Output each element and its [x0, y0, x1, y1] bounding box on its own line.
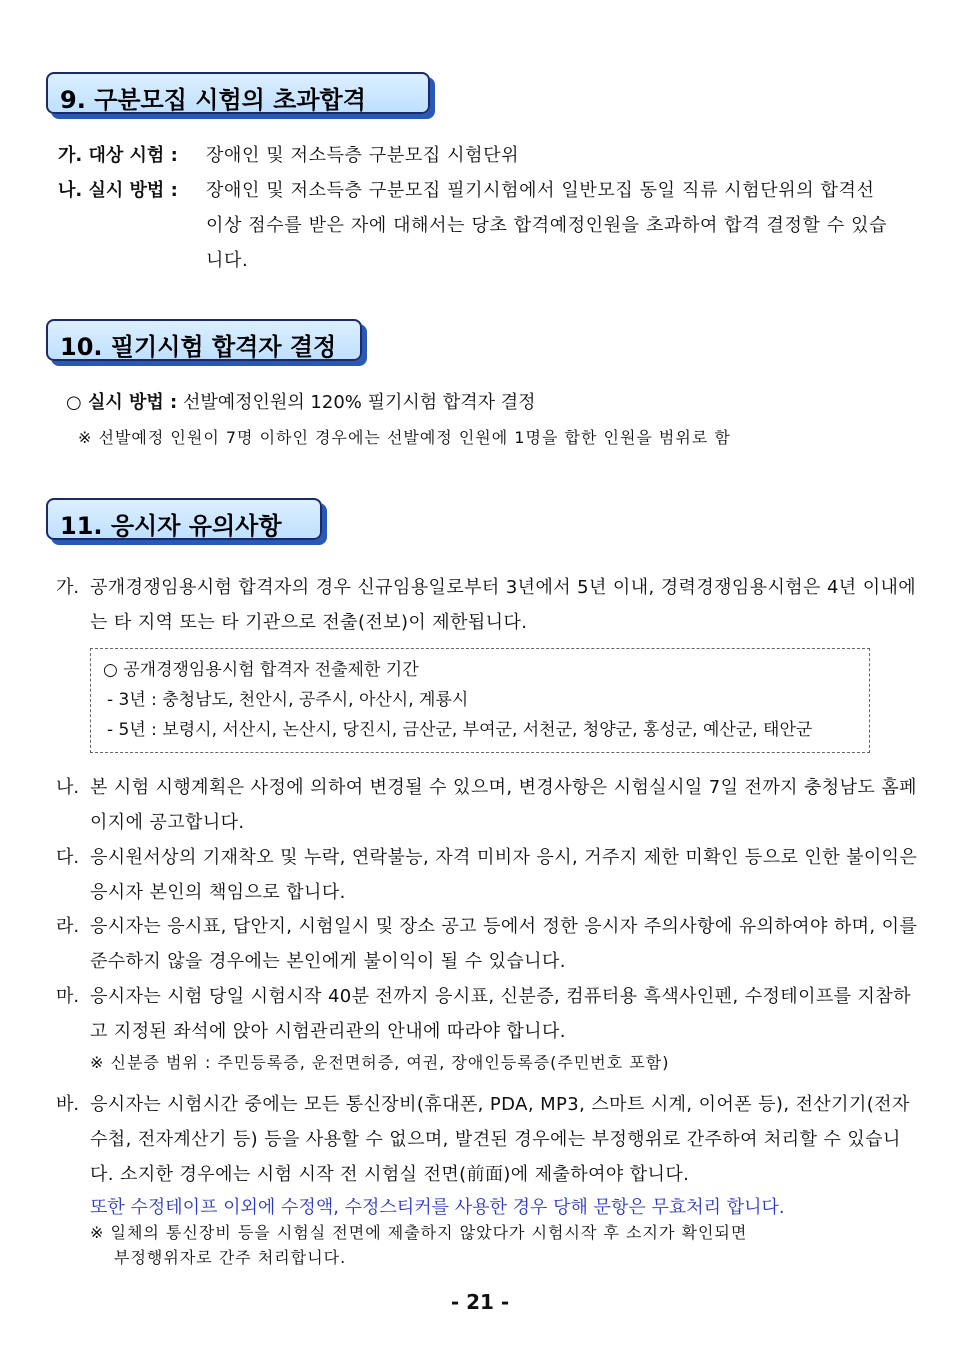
section-11-title: 11. 응시자 유의사항 [46, 498, 322, 540]
item-lead: 다. [56, 847, 80, 868]
s9-row-target [58, 138, 896, 173]
s11-ba-note-1: ※ 일체의 통신장비 등을 시험실 전면에 제출하지 않았다가 시험시작 후 소지가 확인되면 [90, 1223, 748, 1242]
section-10-title: 10. 필기시험 합격자 결정 [46, 319, 362, 361]
item-text: 응시자는 시험시간 중에는 모든 통신장비(휴대폰, PDA, MP3, 스마트 시계, 이어폰 등), 전산기기(전자수첩, 전자계산기 등) 등을 사용할 수 없으며, 발견된 경우에는 부정행위로 간주하여 처리할 수 있습니다. 소지한 경우에는 시험 시작 전 시험실 전면(前面)에 제출하여야 합니다. [90, 1094, 910, 1185]
s11-ba-note-2: 부정행위자로 간주 처리합니다. [114, 1248, 347, 1267]
s11-ma-note: ※ 신분증 범위 : 주민등록증, 운전면허증, 여권, 장애인등록증(주민번호 포함) [90, 1053, 670, 1072]
s11-ba-blue-note: 또한 수정테이프 이외에 수정액, 수정스티커를 사용한 경우 당해 문항은 무효처리 합니다. [90, 1197, 785, 1218]
item-text: 응시자는 시험 당일 시험시작 40분 전까지 응시표, 신분증, 컴퓨터용 흑색사인펜, 수정테이프를 지참하고 지정된 좌석에 앉아 시험관리관의 안내에 따라야 합니다. [90, 986, 911, 1042]
s10-method [66, 390, 536, 416]
item-text: 본 시험 시행계획은 사정에 의하여 변경될 수 있으며, 변경사항은 시험실시일 7일 전까지 충청남도 홈페이지에 공고합니다. [90, 777, 917, 833]
s10-method-text: 선발예정인원의 120% 필기시험 합격자 결정 [183, 392, 536, 413]
section-9-title: 9. 구분모집 시험의 초과합격 [46, 72, 430, 114]
item-lead: 바. [56, 1094, 80, 1115]
item-lead: 나. [56, 777, 80, 798]
s10-note: ※ 선발예정 인원이 7명 이하인 경우에는 선발예정 인원에 1명을 합한 인원을 범위로 함 [78, 428, 731, 447]
box-title: ○ 공개경쟁임용시험 합격자 전출제한 기간 [103, 660, 419, 680]
transfer-restriction-box [90, 648, 870, 753]
s11-item-ba [56, 1087, 918, 1192]
s10-method-label: ○ 실시 방법 : [66, 392, 178, 413]
box-line-3yr: - 3년 : 충청남도, 천안시, 공주시, 아산시, 계룡시 [107, 690, 469, 710]
s11-item-ra [56, 909, 918, 979]
s11-item-da [56, 840, 918, 910]
s11-item-na [56, 770, 918, 840]
s9-row-text: 장애인 및 저소득층 구분모집 필기시험에서 일반모집 동일 직류 시험단위의 합격선 이상 점수를 받은 자에 대해서는 당초 합격예정인원을 초과하여 합격 결정할 수 있습니다. [206, 180, 888, 271]
s9-row-label: 가. 대상 시험 : [58, 145, 178, 166]
item-text: 응시자는 응시표, 답안지, 시험일시 및 장소 공고 등에서 정한 응시자 주의사항에 유의하여야 하며, 이를 준수하지 않을 경우에는 본인에게 불이익이 될 수 있습니다. [90, 916, 918, 972]
item-lead: 마. [56, 986, 80, 1007]
item-text: 공개경쟁임용시험 합격자의 경우 신규임용일로부터 3년에서 5년 이내, 경력경쟁임용시험은 4년 이내에는 타 지역 또는 타 기관으로 전출(전보)이 제한됩니다. [90, 577, 917, 633]
box-line-5yr: - 5년 : 보령시, 서산시, 논산시, 당진시, 금산군, 부여군, 서천군, 청양군, 홍성군, 예산군, 태안군 [107, 720, 813, 740]
page-number: - 21 - [450, 1290, 510, 1314]
s9-row-method [58, 173, 896, 278]
s9-row-text: 장애인 및 저소득층 구분모집 시험단위 [206, 145, 520, 166]
item-lead: 라. [56, 916, 80, 937]
s9-row-label: 나. 실시 방법 : [58, 180, 178, 201]
s11-item-ga [56, 570, 918, 640]
item-lead: 가. [56, 577, 80, 598]
s11-item-ma [56, 979, 918, 1049]
item-text: 응시원서상의 기재착오 및 누락, 연락불능, 자격 미비자 응시, 거주지 제한 미확인 등으로 인한 불이익은 응시자 본인의 책임으로 합니다. [90, 847, 918, 903]
